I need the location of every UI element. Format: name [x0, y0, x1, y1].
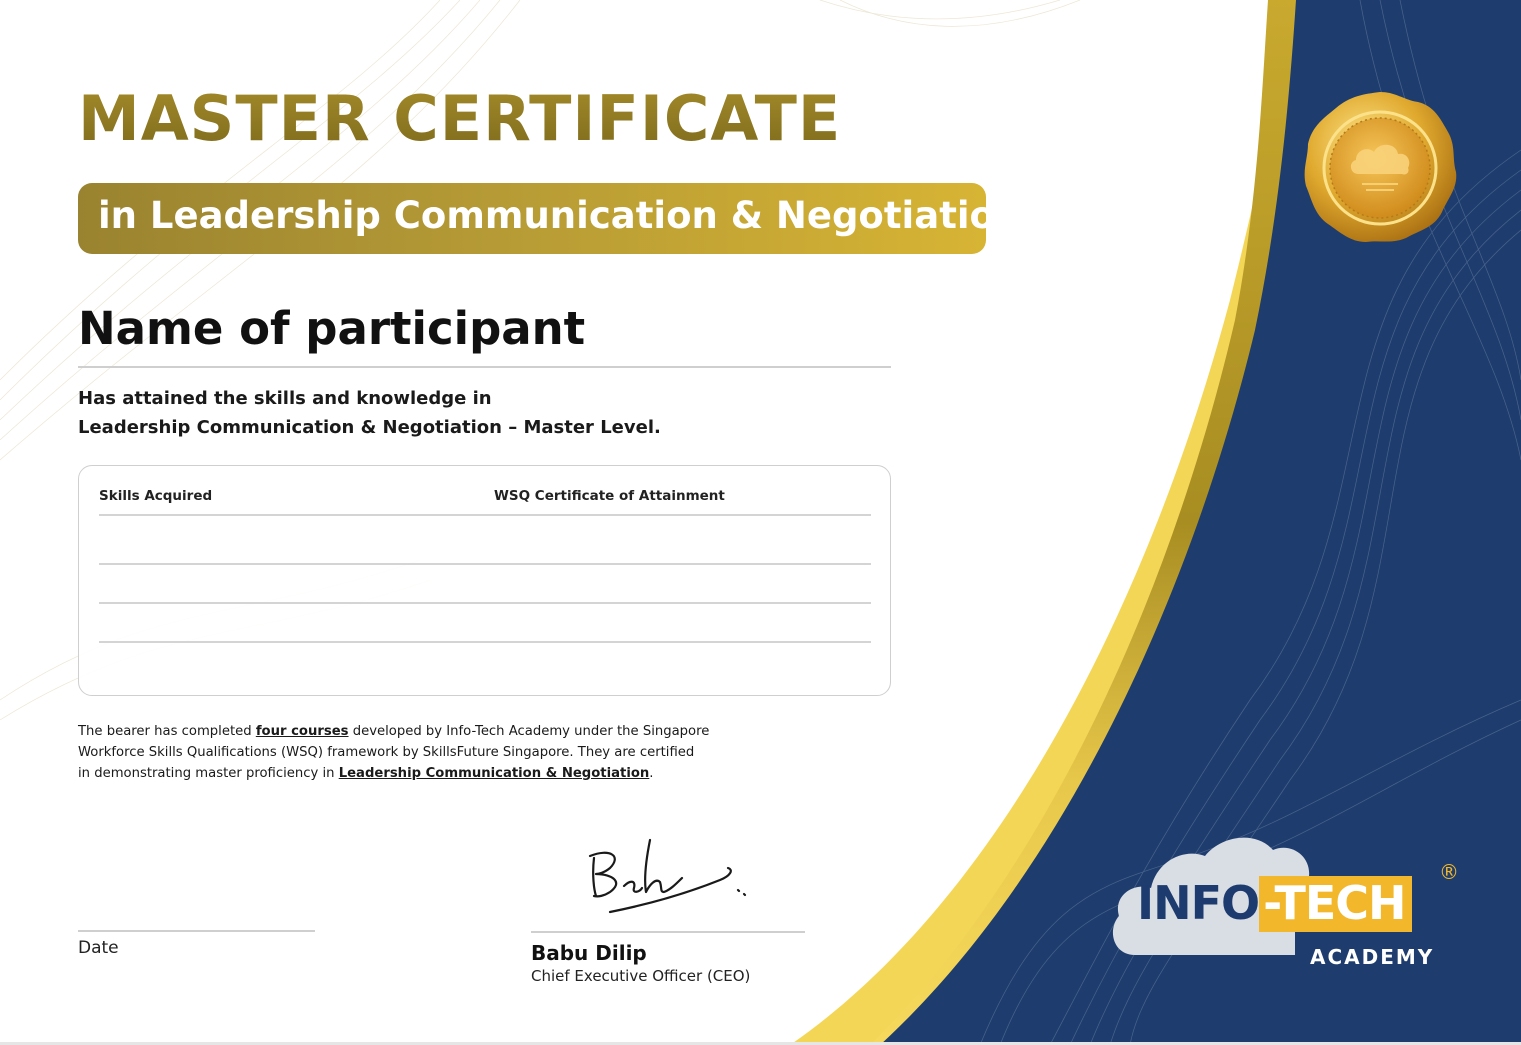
attainment-statement [78, 384, 661, 442]
signer-title: Chief Executive Officer (CEO) [531, 967, 751, 985]
logo-academy-text: ACADEMY [1310, 945, 1435, 969]
table-row-divider [99, 641, 871, 643]
attainment-line-1: Has attained the skills and knowledge in [78, 388, 492, 409]
bearer-line-3 [78, 763, 798, 784]
bearer-text: in demonstrating master proficiency in [78, 766, 339, 781]
participant-name: Name of participant [78, 302, 586, 355]
bearer-line-2: Workforce Skills Qualifications (WSQ) framework by SkillsFuture Singapore. They are certified [78, 745, 695, 760]
info-tech-academy-logo [1105, 830, 1475, 980]
logo-wordmark [1137, 876, 1412, 930]
gold-seal-icon [1300, 88, 1460, 248]
skills-acquired-header: Skills Acquired [99, 488, 213, 504]
registered-mark-icon: ® [1439, 860, 1459, 884]
four-courses-emphasis: four courses [255, 724, 349, 739]
course-name-emphasis: Leadership Communication & Negotiation [338, 766, 650, 781]
table-row-divider [99, 563, 871, 565]
skills-table [78, 465, 891, 696]
subtitle-text: in Leadership Communication & Negotiation [98, 194, 1022, 237]
logo-info-text: INFO [1137, 876, 1260, 930]
subtitle-banner [78, 183, 1022, 254]
bearer-line-1 [78, 721, 798, 742]
participant-underline [78, 366, 891, 368]
bearer-statement [78, 721, 798, 784]
date-line [78, 930, 315, 932]
bearer-text: developed by Info-Tech Academy under the Singapore [348, 724, 710, 739]
signer-name: Babu Dilip [531, 941, 647, 965]
logo-tech-text: -TECH [1259, 876, 1411, 932]
attainment-line-2: Leadership Communication & Negotiation – Master Level. [78, 417, 661, 438]
table-header-divider [99, 514, 871, 516]
signature-line [531, 931, 805, 933]
ceo-signature [580, 830, 760, 920]
certificate-title: MASTER CERTIFICATE [78, 82, 842, 155]
table-row-divider [99, 602, 871, 604]
bearer-text: The bearer has completed [78, 724, 256, 739]
bearer-text: . [649, 766, 654, 781]
wsq-certificate-header: WSQ Certificate of Attainment [494, 488, 725, 504]
date-label: Date [78, 938, 119, 958]
